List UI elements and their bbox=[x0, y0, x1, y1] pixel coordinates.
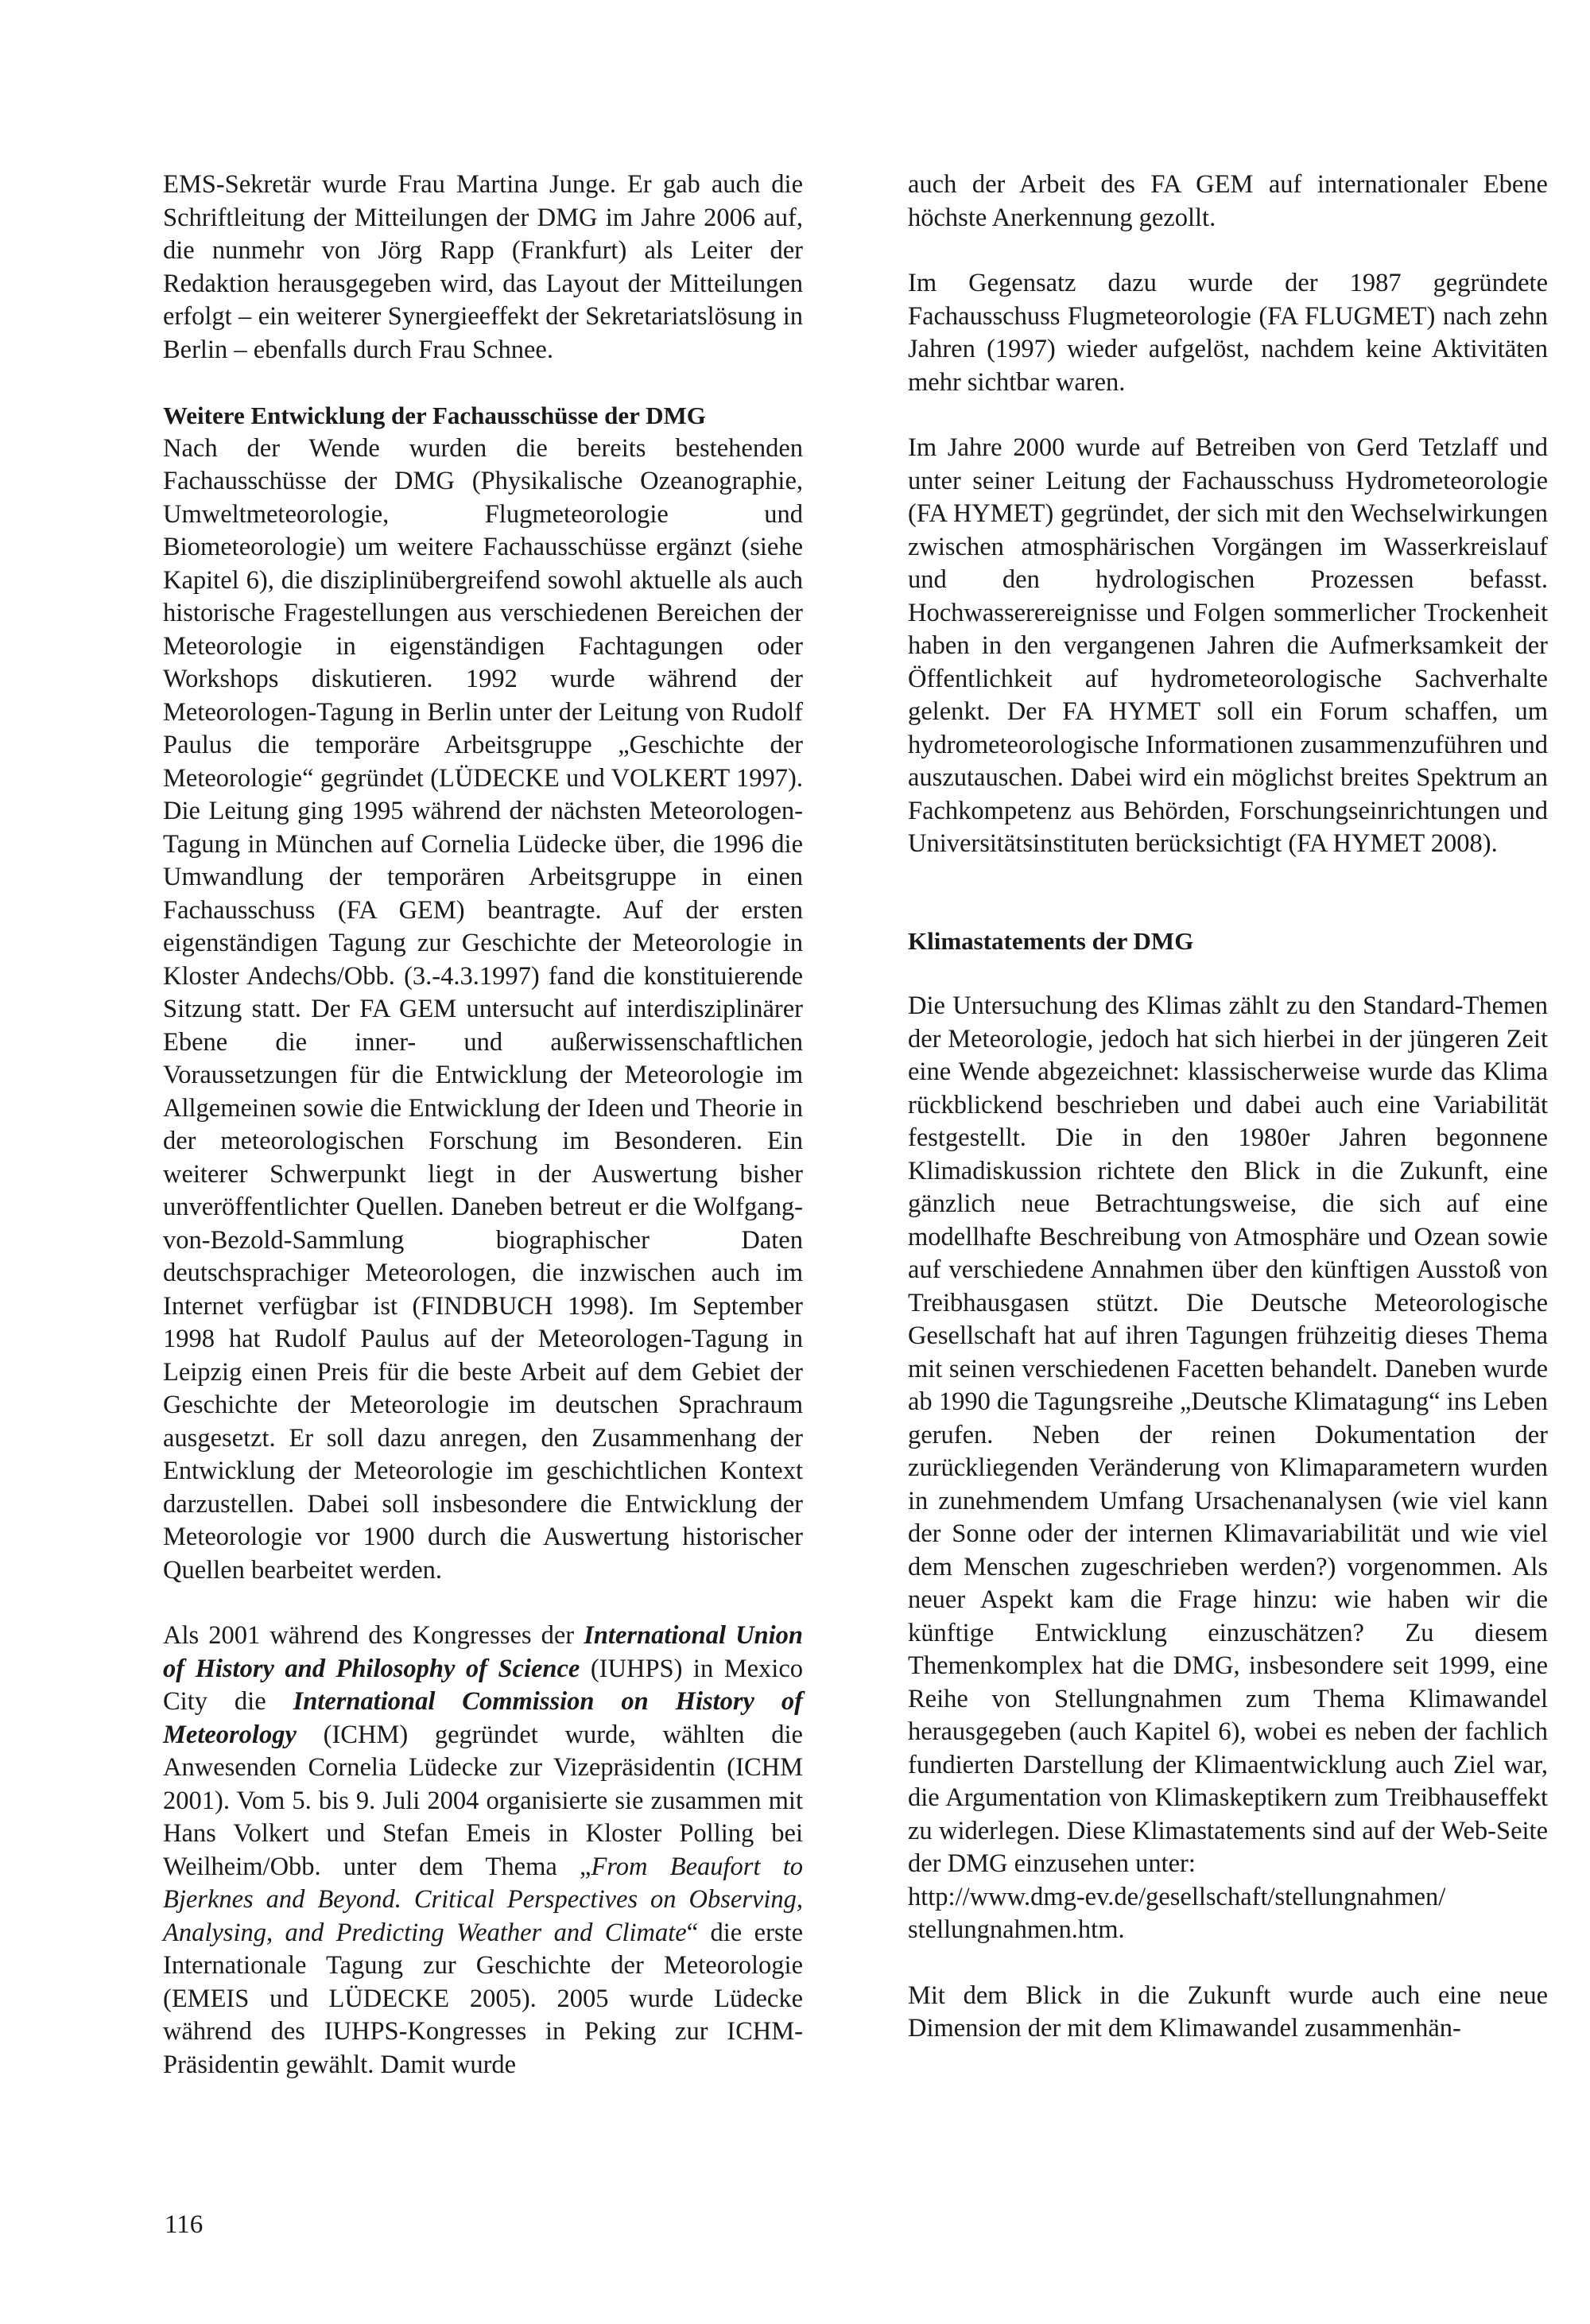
paragraph-klimastatements bbox=[908, 990, 1548, 1947]
paragraph-ichm bbox=[163, 1620, 803, 2082]
section-heading-fachausschuesse: Weitere Entwicklung der Fachausschüsse der DMG bbox=[163, 402, 706, 429]
page-number: 116 bbox=[165, 2210, 204, 2239]
paragraph-fa-gem-recognition: auch der Arbeit des FA GEM auf internationaler Ebene höchste Anerkennung gezollt. bbox=[908, 170, 1548, 232]
left-column bbox=[163, 169, 803, 2082]
ichm-text-3: (ICHM) gegründet wurde, wählten die Anwesenden Cornelia Lüdecke zur Vizepräsidentin (ICHM 2001). Vom 5. bis 9. Juli 2004 organisierte sie zusammen mit Hans Volkert und Stefan Emeis in Kloster Polling bei Weilheim/Obb. unter dem Thema „ bbox=[163, 1720, 803, 1881]
paragraph-fa-hymet: Im Jahre 2000 wurde auf Betreiben von Gerd Tetzlaff und unter seiner Leitung der Fachausschuss Hydrometeorologie (FA HYMET) gegründet, der sich mit den Wechselwirkungen zwischen atmosphärischen Vorgängen im Wasserkreislauf und den hydrologischen Prozessen befasst. Hochwasserereignisse und Folgen sommerlicher Trockenheit haben in den vergangenen Jahren die Aufmerksamkeit der Öffentlichkeit auf hydrometeorologische Sachverhalte gelenkt. Der FA HYMET soll ein Forum schaffen, um hydrometeorologische Informationen zusammenzuführen und auszutauschen. Dabei wird ein möglichst breites Spektrum an Fachkompetenz aus Behörden, Forschungseinrichtungen und Universitätsinstituten berücksichtigt (FA HYMET 2008). bbox=[908, 433, 1548, 858]
paragraph-fa-flugmet: Im Gegensatz dazu wurde der 1987 gegründete Fachausschuss Flugmeteorologie (FA FLUGMET) nach zehn Jahren (1997) wieder aufgelöst, nachdem keine Aktivitäten mehr sichtbar waren. bbox=[908, 269, 1548, 397]
ichm-name: International Commission on History of Meteorology bbox=[163, 1687, 803, 1749]
conference-title: From Beaufort to Bjerknes and Beyond. Critical Perspectives on Observing, Analysing, and Predicting Weather and Climate bbox=[163, 1852, 803, 1947]
url-line-1: http://www.dmg-ev.de/gesellschaft/stellungnahmen/ bbox=[908, 1882, 1446, 1911]
ichm-text-1: Als 2001 während des Kongresses der bbox=[163, 1621, 584, 1650]
ichm-text-2: (IUHPS) in Mexico City die bbox=[163, 1654, 803, 1716]
klima-text: Die Untersuchung des Klimas zählt zu den Standard-Themen der Meteorologie, jedoch hat sich hierbei in der jüngeren Zeit eine Wende abgezeichnet: klassischerweise wurde das Klima rückblickend beschrieben und dabei auch eine Variabilität festgestellt. Die in den 1980er Jahren begonnene Klimadiskussion richtete den Blick in die Zukunft, eine gänzlich neue Betrachtungsweise, die sich auf eine modellhafte Beschreibung von Atmosphäre und Ozean sowie auf verschiedene Annahmen über den künftigen Ausstoß von Treibhausgasen stützt. Die Deutsche Meteorologische Gesellschaft hat auf ihren Tagungen frühzeitig dieses Thema mit seinen verschiedenen Facetten behandelt. Daneben wurde ab 1990 die Tagungsreihe „Deutsche Klimatagung“ ins Leben gerufen. Neben der reinen Dokumentation der zurückliegenden Veränderung von Klimaparametern wurden in zunehmendem Umfang Ursachenanalysen (wie viel kann der Sonne oder der internen Klimavariabilität und wie viel dem Menschen zugeschrieben werden?) vorgenommen. Als neuer Aspekt kam die Frage hinzu: wie haben wir die künftige Entwicklung einzuschätzen? Zu diesem Themenkomplex hat die DMG, insbesondere seit 1999, eine Reihe von Stellungnahmen zum Thema Klimawandel herausgegeben (auch Kapitel 6), wobei es neben der fachlich fundierten Darstellung der Klimaentwicklung auch Ziel war, die Argumentation von Klimaskeptikern zum Treibhauseffekt zu widerlegen. Diese Klimastatements sind auf der Web-Seite der DMG einzusehen unter: bbox=[908, 991, 1548, 1878]
url-line-2: stellungnahmen.htm. bbox=[908, 1915, 1125, 1944]
paragraph-fachausschuesse: Nach der Wende wurden die bereits bestehenden Fachausschüsse der DMG (Physikalische Ozeanographie, Umweltmeteorologie, Flugmeteorologie und Biometeorologie) um weitere Fachausschüsse ergänzt (siehe Kapitel 6), die disziplinübergreifend sowohl aktuelle als auch historische Fragestellungen aus verschiedenen Bereichen der Meteorologie in eigenständigen Fachtagungen oder Workshops diskutieren. 1992 wurde während der Meteorologen-Tagung in Berlin unter der Leitung von Rudolf Paulus die temporäre Arbeitsgruppe „Geschichte der Meteorologie“ gegründet (LÜDECKE und VOLKERT 1997). Die Leitung ging 1995 während der nächsten Meteorologen-Tagung in München auf Cornelia Lüdecke über, die 1996 die Umwandlung der temporären Arbeitsgruppe in einen Fachausschuss (FA GEM) beantragte. Auf der ersten eigenständigen Tagung zur Geschichte der Meteorologie in Kloster Andechs/Obb. (3.-4.3.1997) fand die konstituierende Sitzung statt. Der FA GEM untersucht auf interdisziplinärer Ebene die inner- und außerwissenschaftlichen Voraussetzungen für die Entwicklung der Meteorologie im Allgemeinen sowie die Entwicklung der Ideen und Theorie in der meteorologischen Forschung im Besonderen. Ein weiterer Schwerpunkt liegt in der Auswertung bisher unveröffentlichter Quellen. Daneben betreut er die Wolfgang-von-Bezold-Sammlung biographischer Daten deutschsprachiger Meteorologen, die inzwischen auch im Internet verfügbar ist (FINDBUCH 1998). Im September 1998 hat Rudolf Paulus auf der Meteorologen-Tagung in Leipzig einen Preis für die beste Arbeit auf dem Gebiet der Geschichte der Meteorologie im deutschen Sprachraum ausgesetzt. Er soll dazu anregen, den Zusammenhang der Entwicklung der Meteorologie im geschichtlichen Kontext darzustellen. Dabei soll insbesondere die Entwicklung der Meteorologie vor 1900 durch die Auswertung historischer Quellen bearbeitet werden. bbox=[163, 433, 803, 1585]
right-column bbox=[908, 169, 1548, 2046]
paragraph-future-dimension: Mit dem Blick in die Zukunft wurde auch eine neue Dimension der mit dem Klimawandel zusammenhän- bbox=[908, 1981, 1548, 2043]
section-heading-klimastatements: Klimastatements der DMG bbox=[908, 926, 1194, 955]
ichm-text-4: “ die erste Internationale Tagung zur Geschichte der Meteorologie (EMEIS und LÜDECKE 2005). 2005 wurde Lüdecke während des IUHPS-Kongresses in Peking zur ICHM-Präsidentin gewählt. Damit wurde bbox=[163, 1918, 803, 2079]
paragraph-ems-secretary: EMS-Sekretär wurde Frau Martina Junge. Er gab auch die Schriftleitung der Mitteilungen der DMG im Jahre 2006 auf, die nunmehr von Jörg Rapp (Frankfurt) als Leiter der Redaktion herausgegeben wird, das Layout der Mitteilungen erfolgt – ein weiterer Synergieeffekt der Sekretariatslösung in Berlin – ebenfalls durch Frau Schnee. bbox=[163, 170, 803, 364]
iuhps-name: International Union of History and Philosophy of Science bbox=[163, 1621, 803, 1683]
